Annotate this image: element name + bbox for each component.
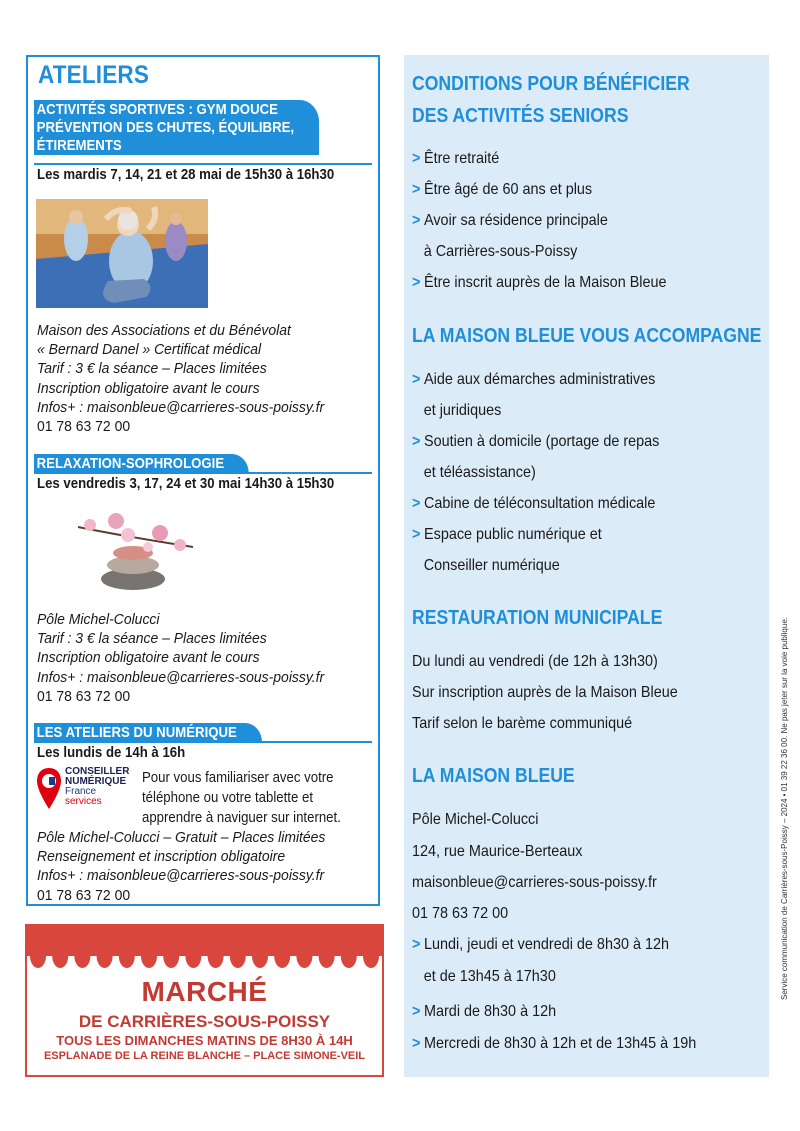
relax-schedule: Les vendredis 3, 17, 24 et 30 mai 14h30 à 15h30 [37,475,335,492]
gym-photo [36,199,208,308]
awning-scallop [208,944,224,968]
awning-scallop [252,944,268,968]
accompagne-item: > Soutien à domicile (portage de repas [412,433,660,450]
accompagne-item-cont: et juridiques [423,402,502,419]
accompagne-item: > Cabine de téléconsultation médicale [412,495,656,512]
conditions-title-line: DES ACTIVITÉS SENIORS [412,105,629,127]
hours-text: Mercredi de 8h30 à 12h et de 13h45 à 19h [424,1035,697,1052]
awning-scallop [30,944,46,968]
numerique-text-line: téléphone ou votre tablette et [142,789,313,806]
condition-item: > Avoir sa résidence principale [412,212,608,229]
hours-text: Mardi de 8h30 à 12h [424,1003,557,1020]
marche-box [25,924,384,1077]
maison-title: LA MAISON BLEUE [412,765,575,787]
maison-line: Pôle Michel-Colucci [412,811,539,828]
conseiller-numerique-logo [36,767,136,812]
numerique-divider [34,741,372,743]
awning-scallop [141,944,157,968]
condition-text: Être retraité [424,150,500,167]
logo-line: NUMÉRIQUE [65,776,127,787]
map-pin-icon [36,767,62,811]
gym-info-line: Inscription obligatoire avant le cours [37,379,260,397]
conditions-title-line: CONDITIONS POUR BÉNÉFICIER [412,73,690,95]
restauration-line: Tarif selon le barème communiqué [412,715,633,732]
gym-schedule: Les mardis 7, 14, 21 et 28 mai de 15h30 à 16h30 [37,166,335,183]
accompagne-text: Espace public numérique et [424,526,602,543]
hours-item: > Lundi, jeudi et vendredi de 8h30 à 12h [412,936,670,953]
awning-scallop [52,944,68,968]
logo-line: CONSEILLER [65,766,130,777]
awning-scallop [119,944,135,968]
hours-item: > Mardi de 8h30 à 12h [412,1003,557,1020]
condition-text: Avoir sa résidence principale [424,212,608,229]
relax-info-line: Inscription obligatoire avant le cours [37,649,260,667]
gym-divider [34,163,372,165]
gym-info-line: « Bernard Danel » Certificat médical [37,341,262,359]
awning-scallop [163,944,179,968]
restauration-line: Sur inscription auprès de la Maison Bleue [412,684,678,701]
marche-line2: TOUS LES DIMANCHES MATINS DE 8H30 À 14H [56,1033,353,1048]
hours-item-cont: et de 13h45 à 17h30 [423,968,556,985]
numerique-schedule: Les lundis de 14h à 16h [37,744,186,761]
maison-email: maisonbleue@carrieres-sous-poissy.fr [412,874,657,891]
restauration-line: Du lundi au vendredi (de 12h à 13h30) [412,653,658,670]
gym-info-line: Tarif : 3 € la séance – Places limitées [37,360,267,378]
market-awning-icon [27,926,382,972]
accompagne-item: > Espace public numérique et [412,526,602,543]
hours-item: > Mercredi de 8h30 à 12h et de 13h45 à 19h [412,1035,697,1052]
footer-vertical-credit: Service communication de Carrières-sous-Poissy – 2024 • 01 39 22 36 00. Ne pas jeter sur la voie publique. [780,616,789,1000]
awning-scallop [319,944,335,968]
logo-text [65,767,129,807]
awning-scallop [74,944,90,968]
numerique-info-line: Infos+ : maisonbleue@carrieres-sous-poissy.fr [37,867,325,885]
marche-line1: DE CARRIÈRES-SOUS-POISSY [78,1012,331,1031]
condition-item: > Être âgé de 60 ans et plus [412,181,593,198]
awning-scallop [296,944,312,968]
relax-divider [34,472,372,474]
accompagne-text: Aide aux démarches administratives [424,371,656,388]
accompagne-text: Soutien à domicile (portage de repas [424,433,660,450]
accompagne-item-cont: et téléassistance) [423,464,536,481]
awning-scallop [185,944,201,968]
marche-line3: ESPLANADE DE LA REINE BLANCHE – PLACE SIMONE-VEIL [43,1050,366,1062]
numerique-text [142,768,341,828]
hours-text: Lundi, jeudi et vendredi de 8h30 à 12h [424,936,670,953]
accompagne-title: LA MAISON BLEUE VOUS ACCOMPAGNE [412,325,762,347]
accompagne-text: Cabine de téléconsultation médicale [424,495,656,512]
relax-info-line: Pôle Michel-Colucci [37,611,160,628]
numerique-phone: 01 78 63 72 00 [37,886,131,904]
awning-scallop [363,944,379,968]
condition-item-cont: à Carrières-sous-Poissy [423,243,578,260]
relax-info [37,610,324,706]
gym-banner-line: ÉTIREMENTS [36,137,122,154]
logo-line: services [65,796,102,807]
gym-info-line: Infos+ : maisonbleue@carrieres-sous-poissy.fr [37,398,325,416]
conditions-title [412,68,690,132]
numerique-text-line: apprendre à naviguer sur internet. [142,809,341,826]
gym-banner-line: PRÉVENTION DES CHUTES, ÉQUILIBRE, [36,119,295,136]
condition-text: Être inscrit auprès de la Maison Bleue [424,274,667,291]
condition-item: > Être retraité [412,150,500,167]
ateliers-box [26,55,380,906]
numerique-info-line: Pôle Michel-Colucci – Gratuit – Places limitées [37,829,326,846]
zen-stones-flower-image [68,507,198,592]
awning-scallop [97,944,113,968]
gym-info [37,321,324,436]
maison-line: 124, rue Maurice-Berteaux [412,843,583,860]
numerique-banner: LES ATELIERS DU NUMÉRIQUE [34,723,261,742]
gym-info-line: Maison des Associations et du Bénévolat [37,322,291,339]
condition-item: > Être inscrit auprès de la Maison Bleue [412,274,667,291]
gym-phone: 01 78 63 72 00 [37,417,131,435]
accompagne-item: > Aide aux démarches administratives [412,371,656,388]
gym-banner [34,100,319,155]
relax-phone: 01 78 63 72 00 [37,687,131,705]
right-column [404,55,769,1077]
relax-banner: RELAXATION-SOPHROLOGIE [34,454,249,473]
restauration-title: RESTAURATION MUNICIPALE [412,607,663,629]
awning-scallop [230,944,246,968]
ateliers-title: ATELIERS [38,61,150,89]
relax-info-line: Infos+ : maisonbleue@carrieres-sous-poissy.fr [37,668,325,686]
condition-text: Être âgé de 60 ans et plus [424,181,593,198]
relax-info-line: Tarif : 3 € la séance – Places limitées [37,630,267,648]
gym-banner-line: ACTIVITÉS SPORTIVES : GYM DOUCE [36,101,278,118]
awning-scallop [341,944,357,968]
numerique-text-line: Pour vous familiariser avec votre [142,769,334,786]
maison-phone: 01 78 63 72 00 [412,905,509,922]
marche-title: MARCHÉ [141,976,268,1007]
numerique-info [37,828,325,905]
accompagne-item-cont: Conseiller numérique [423,557,560,574]
awning-scallop [274,944,290,968]
logo-line: France [65,786,97,797]
numerique-info-line: Renseignement et inscription obligatoire [37,848,286,866]
